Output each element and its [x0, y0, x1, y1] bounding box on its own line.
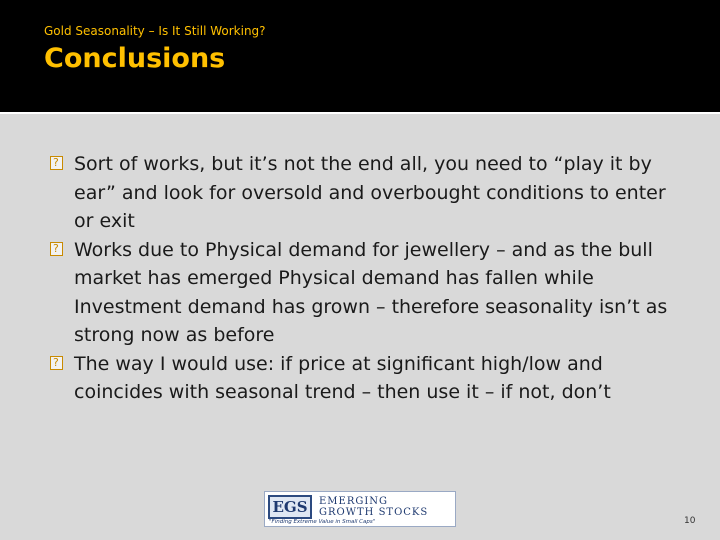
title-bar [0, 0, 720, 112]
page-number: 10 [684, 516, 696, 526]
slide-title: Conclusions [44, 43, 226, 74]
bullet-item [44, 350, 684, 407]
header-divider [0, 112, 720, 114]
logo-tagline: "Finding Extreme Value in Small Caps" [269, 519, 376, 525]
egs-logo [264, 491, 456, 527]
bullet-text: Sort of works, but it’s not the end all, you need to “play it by ear” and look for oversold and overbought conditions to enter or exit [74, 153, 666, 232]
bullet-list [44, 150, 684, 407]
bullet-item [44, 150, 684, 236]
bullet-text: The way I would use: if price at significant high/low and coincides with seasonal trend – then use it – if not, don’t [74, 352, 611, 403]
missing-glyph-box-icon [50, 242, 63, 256]
logo-name-line2: GROWTH STOCKS [319, 507, 429, 518]
logo-mark: EGS [268, 495, 312, 519]
missing-glyph-box-icon [50, 156, 63, 170]
missing-glyph-box-icon [50, 356, 63, 370]
bullet-text: Works due to Physical demand for jewellery – and as the bull market has emerged Physical demand has fallen while Investment demand has grown – therefore seasonality isn’t as strong now as before [74, 238, 668, 346]
logo-name-line1: EMERGING [319, 496, 389, 507]
slide-supertitle: Gold Seasonality – Is It Still Working? [44, 24, 266, 38]
bullet-item [44, 236, 684, 350]
